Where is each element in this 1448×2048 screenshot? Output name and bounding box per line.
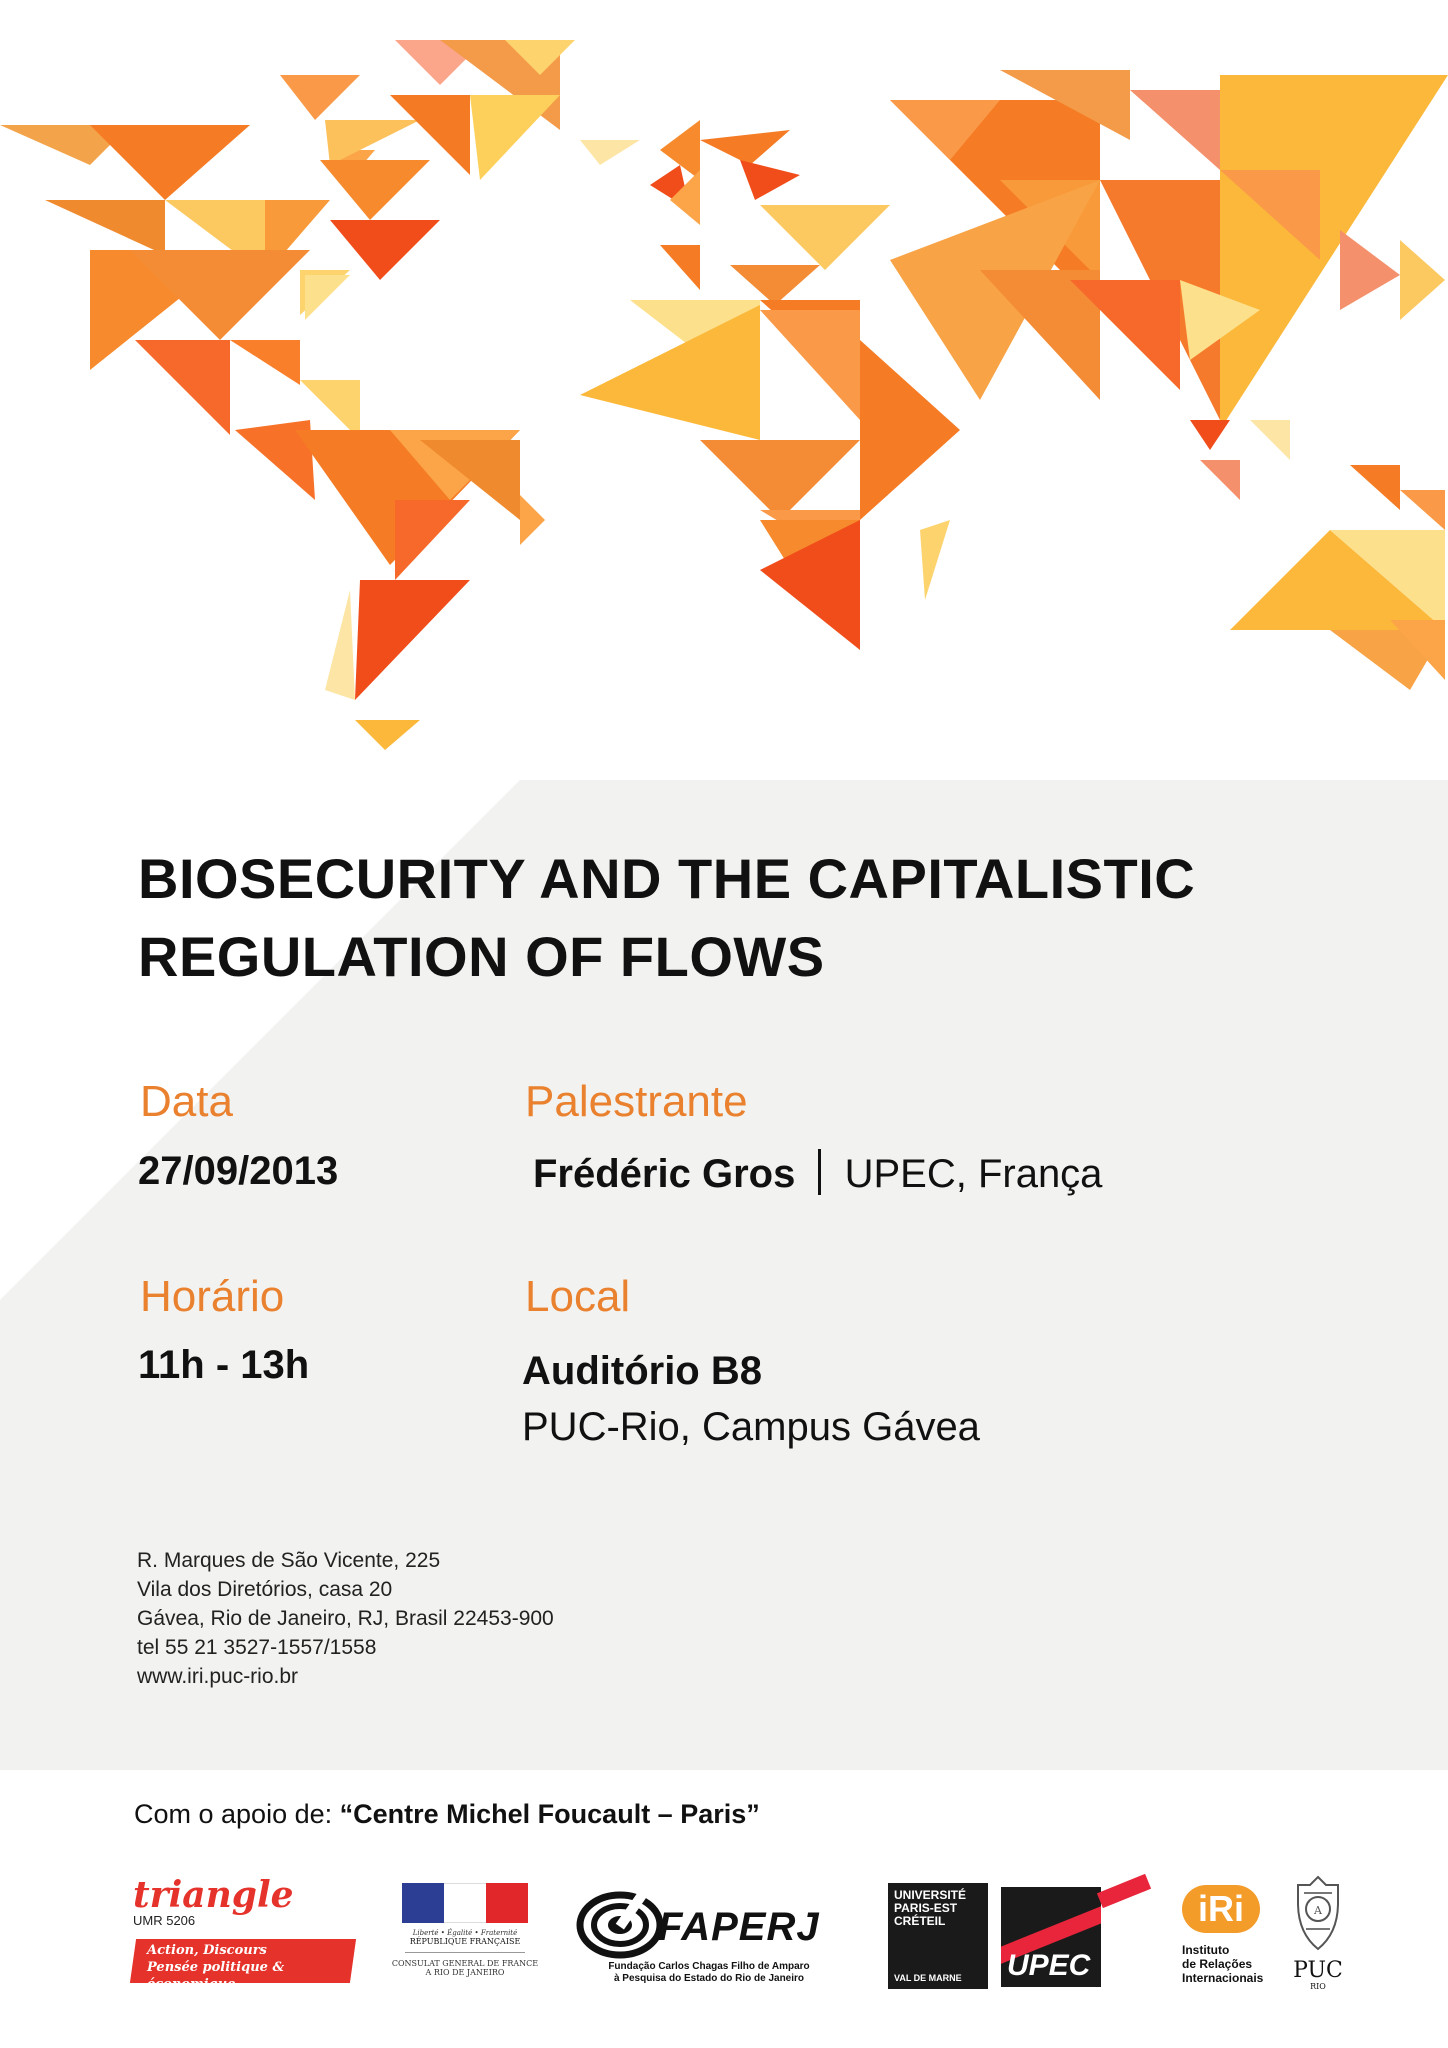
triangle-logo-sub: UMR 5206 xyxy=(133,1913,196,1928)
venue-label: Local xyxy=(525,1272,631,1321)
puc-sub: RIO xyxy=(1310,1982,1326,1991)
speaker-line xyxy=(533,1149,1102,1197)
faperj-logo xyxy=(574,1887,839,1987)
address-website[interactable]: www.iri.puc-rio.br xyxy=(137,1665,299,1688)
support-prefix: Com o apoio de: xyxy=(134,1799,333,1829)
france-republic: RÉPUBLIQUE FRANÇAISE xyxy=(409,1937,521,1946)
address-phone: tel 55 21 3527-1557/1558 xyxy=(137,1636,377,1659)
france-consulate-line1: CONSULAT GENERAL DE FRANCE xyxy=(391,1959,539,1968)
speaker-name: Frédéric Gros xyxy=(533,1152,796,1196)
venue-line2: PUC-Rio, Campus Gávea xyxy=(522,1405,980,1449)
svg-text:A: A xyxy=(1314,1904,1322,1917)
france-consulate-line2: A RIO DE JANEIRO xyxy=(425,1968,505,1977)
faperj-subtitle xyxy=(578,1961,840,1985)
speaker-affiliation: UPEC, França xyxy=(844,1152,1103,1196)
triangle-logo xyxy=(133,1874,359,1992)
iri-line3: Internacionais xyxy=(1182,1971,1264,1985)
french-consulate-logo xyxy=(385,1883,545,1993)
speaker-divider xyxy=(818,1149,821,1195)
iri-line1: Instituto xyxy=(1182,1943,1230,1957)
puc-crest-icon xyxy=(1286,1873,1350,1955)
speaker-label: Palestrante xyxy=(525,1077,748,1126)
faperj-sub1: Fundação Carlos Chagas Filho de Amparo xyxy=(608,1961,810,1972)
time-label: Horário xyxy=(140,1272,285,1321)
upec-region: VAL DE MARNE xyxy=(894,1973,962,1983)
triangle-tag1: Action, Discours xyxy=(147,1943,267,1958)
address-line1: R. Marques de São Vicente, 225 xyxy=(137,1549,441,1572)
upec-university-block xyxy=(888,1883,988,1989)
address-line3: Gávea, Rio de Janeiro, RJ, Brasil 22453-900 xyxy=(137,1607,554,1630)
upec-logo xyxy=(888,1883,1146,1991)
date-label: Data xyxy=(140,1077,233,1126)
iri-line2: de Relações xyxy=(1182,1957,1253,1971)
iri-logo xyxy=(1182,1885,1282,1995)
triangle-tag2: Pensée politique & économique xyxy=(147,1960,285,1992)
puc-logo xyxy=(1283,1873,1353,2003)
venue-line1: Auditório B8 xyxy=(522,1349,762,1393)
triangle-logo-name: triangle xyxy=(133,1874,294,1916)
venue xyxy=(522,1343,980,1455)
date-value: 27/09/2013 xyxy=(138,1149,339,1193)
french-flag-icon xyxy=(402,1883,528,1923)
upec-univ3: CRÉTEIL xyxy=(894,1914,946,1928)
france-motto: Liberté • Égalité • Fraternité xyxy=(412,1929,518,1937)
iri-name xyxy=(1182,1943,1282,1985)
event-title xyxy=(138,840,1195,996)
event-title-line2: REGULATION OF FLOWS xyxy=(138,925,825,988)
faperj-spiral-icon xyxy=(576,1887,666,1959)
upec-short: UPEC xyxy=(1007,1949,1091,1982)
event-title-line1: BIOSECURITY AND THE CAPITALISTIC xyxy=(138,847,1196,910)
upec-univ1: UNIVERSITÉ xyxy=(894,1888,967,1902)
time-value: 11h - 13h xyxy=(138,1343,310,1387)
address-line2: Vila dos Diretórios, casa 20 xyxy=(137,1578,393,1601)
contact-address xyxy=(137,1546,554,1691)
support-name: “Centre Michel Foucault – Paris” xyxy=(339,1799,760,1829)
triangle-logo-tagline xyxy=(147,1942,359,1993)
faperj-name: FAPERJ xyxy=(658,1905,820,1949)
puc-name: PUC xyxy=(1293,1958,1343,1983)
upec-mark-block xyxy=(1001,1887,1101,1987)
upec-univ2: PARIS-EST xyxy=(894,1901,958,1915)
support-line xyxy=(134,1799,760,1830)
faperj-sub2: à Pesquisa do Estado do Rio de Janeiro xyxy=(613,1973,805,1984)
iri-mark: iRi xyxy=(1182,1885,1260,1933)
